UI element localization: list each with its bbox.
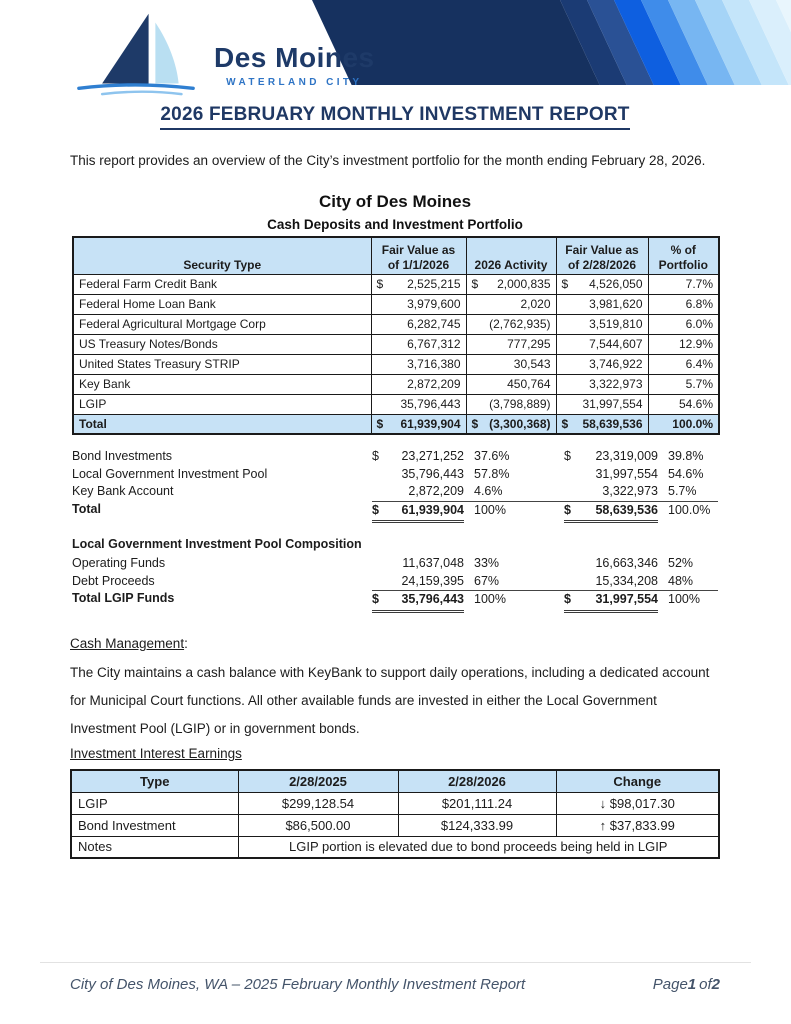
table-row [73, 354, 719, 374]
activity-cell: 450,764 [466, 374, 556, 394]
lgip-composition-heading: Local Government Investment Pool Composition [72, 537, 362, 551]
change-cell: ↓ $98,017.30 [556, 792, 719, 814]
type-cell: LGIP [71, 792, 238, 814]
table-row [73, 394, 719, 414]
brand-text [214, 16, 375, 88]
footer-page-number: Page1 of2 [652, 976, 720, 993]
brand-name: Des Moines [214, 42, 375, 73]
summary-label: Local Government Investment Pool [72, 466, 268, 481]
interest-earnings-heading: Investment Interest Earnings [70, 746, 242, 761]
lgip-pct: 48% [668, 573, 694, 588]
notes-label-cell: Notes [71, 836, 238, 858]
col-header-pct-portfolio: % of Portfolio [648, 237, 719, 274]
currency-sign: $ [376, 277, 384, 291]
currency-sign: $ [372, 449, 379, 463]
summary-amount: 23,271,252 [401, 449, 464, 463]
fair-value-2-cell: 3,322,973 [556, 374, 648, 394]
brand-logo [72, 6, 375, 98]
fair-value-1-cell: 3,716,380 [371, 354, 466, 374]
activity-cell: 777,295 [466, 334, 556, 354]
pct-cell: 7.7% [648, 274, 719, 294]
pct-cell: 100.0% [648, 414, 719, 434]
pct-cell: 6.0% [648, 314, 719, 334]
summary-total-amount: 58,639,536 [580, 501, 658, 524]
col-header-2026: 2/28/2026 [398, 770, 556, 792]
portfolio-subheading: Cash Deposits and Investment Portfolio [267, 217, 523, 232]
summary-amount: 23,319,009 [595, 449, 658, 463]
summary-amount: 35,796,443 [401, 466, 464, 481]
change-cell: ↑ $37,833.99 [556, 814, 719, 836]
value-2026-cell: $201,111.24 [398, 792, 556, 814]
pct-cell: 6.4% [648, 354, 719, 374]
security-type-cell: Total [73, 414, 371, 434]
pct-cell: 5.7% [648, 374, 719, 394]
fair-value-1-cell: 6,767,312 [371, 334, 466, 354]
table-row [71, 792, 719, 814]
currency-sign: $ [564, 449, 571, 463]
table-row [73, 334, 719, 354]
lgip-total-amount: 35,796,443 [388, 590, 464, 613]
col-header-activity: 2026 Activity [466, 237, 556, 274]
fair-value-1-cell: 3,979,600 [371, 294, 466, 314]
table-row [73, 294, 719, 314]
investment-summary-block: Bond Investments $ 23,271,252 37.6% $ 23,319,009 39.8% Local Government Investment Pool 35,796,443 57.8% 31,997,554 54.6% Key Bank Account 2,872,209 4.6% 3,322,973 5.7% Total $ 61,939,904 100% $ 58,639,536 100.0% [72, 448, 718, 523]
fair-value-1-cell: 35,796,443 [371, 394, 466, 414]
fair-value-2-cell: $ 4,526,050 [556, 274, 648, 294]
lgip-total-label: Total LGIP Funds [72, 591, 175, 605]
footer-report-title: City of Des Moines, WA – 2025 February Monthly Investment Report [70, 976, 526, 993]
fair-value-2-cell: 3,981,620 [556, 294, 648, 314]
summary-label: Key Bank Account [72, 484, 174, 498]
lgip-label: Debt Proceeds [72, 573, 155, 588]
summary-total-label: Total [72, 501, 101, 516]
portfolio-heading: City of Des Moines [318, 192, 472, 211]
intro-paragraph: This report provides an overview of the City’s investment portfolio for the month ending February 28, 2026. [70, 153, 706, 168]
lgip-total-amount: 31,997,554 [580, 590, 658, 613]
pct-cell: 54.6% [648, 394, 719, 414]
fair-value-1-cell: $ 61,939,904 [371, 414, 466, 434]
currency-sign: $ [471, 277, 479, 291]
header-banner [312, 0, 791, 85]
value-2025-cell: $86,500.00 [238, 814, 398, 836]
value-2026-cell: $124,333.99 [398, 814, 556, 836]
security-type-cell: US Treasury Notes/Bonds [73, 334, 371, 354]
cash-management-heading: Cash Management: [70, 636, 188, 651]
table-row [73, 274, 719, 294]
lgip-amount: 15,334,208 [595, 573, 658, 588]
pct-cell: 6.8% [648, 294, 719, 314]
notes-text-cell: LGIP portion is elevated due to bond proceeds being held in LGIP [238, 836, 719, 858]
summary-pct: 57.8% [474, 466, 510, 481]
type-cell: Bond Investment [71, 814, 238, 836]
fair-value-2-cell: 31,997,554 [556, 394, 648, 414]
report-title-wrap [70, 104, 720, 130]
security-type-cell: Key Bank [73, 374, 371, 394]
summary-total-amount: 61,939,904 [388, 501, 464, 524]
fair-value-2-cell: $ 58,639,536 [556, 414, 648, 434]
col-header-security-type: Security Type [73, 237, 371, 274]
summary-total-pct: 100% [464, 501, 520, 524]
lgip-label: Operating Funds [72, 556, 166, 570]
summary-pct: 39.8% [668, 449, 704, 463]
fair-value-1-cell: 6,282,745 [371, 314, 466, 334]
report-title: 2026 FEBRUARY MONTHLY INVESTMENT REPORT [160, 104, 629, 130]
col-header-2025: 2/28/2025 [238, 770, 398, 792]
summary-pct: 4.6% [474, 484, 503, 498]
fair-value-2-cell: 7,544,607 [556, 334, 648, 354]
security-type-cell: LGIP [73, 394, 371, 414]
summary-amount: 3,322,973 [602, 484, 658, 498]
summary-amount: 31,997,554 [595, 466, 658, 481]
lgip-pct: 67% [474, 573, 500, 588]
col-header-change: Change [556, 770, 719, 792]
security-type-cell: United States Treasury STRIP [73, 354, 371, 374]
currency-sign: $ [561, 277, 569, 291]
col-header-fair-value-1: Fair Value as of 1/1/2026 [371, 237, 466, 274]
summary-total-pct: 100.0% [658, 501, 718, 524]
interest-header-row [71, 770, 719, 792]
notes-row [71, 836, 719, 858]
summary-amount: 2,872,209 [408, 484, 464, 498]
lgip-total-pct: 100% [464, 590, 520, 613]
lgip-pct: 33% [474, 556, 500, 570]
brand-tagline: WATERLAND CITY [226, 77, 363, 88]
table-total-row [73, 414, 719, 434]
fair-value-1-cell: $ 2,525,215 [371, 274, 466, 294]
col-header-fair-value-2: Fair Value as of 2/28/2026 [556, 237, 648, 274]
pct-cell: 12.9% [648, 334, 719, 354]
col-header-type: Type [71, 770, 238, 792]
table-row [73, 374, 719, 394]
security-type-cell: Federal Home Loan Bank [73, 294, 371, 314]
fair-value-1-cell: 2,872,209 [371, 374, 466, 394]
lgip-pct: 52% [668, 556, 694, 570]
fair-value-2-cell: 3,746,922 [556, 354, 648, 374]
value-2025-cell: $299,128.54 [238, 792, 398, 814]
activity-cell: $ 2,000,835 [466, 274, 556, 294]
cash-management-paragraph: The City maintains a cash balance with KeyBank to support daily operations, including a dedicated account for Municipal Court functions. All other available funds are invested in either the Local Government Investment Pool (LGIP) or in government bonds. [70, 665, 710, 736]
security-type-cell: Federal Farm Credit Bank [73, 274, 371, 294]
page-footer [70, 976, 720, 993]
activity-cell: (2,762,935) [466, 314, 556, 334]
table-row [73, 314, 719, 334]
activity-cell: 2,020 [466, 294, 556, 314]
activity-cell: 30,543 [466, 354, 556, 374]
lgip-amount: 11,637,048 [402, 556, 464, 570]
portfolio-header-row [73, 237, 719, 274]
sailboat-icon [72, 6, 200, 98]
lgip-total-pct: 100% [658, 590, 718, 613]
portfolio-table [72, 236, 720, 435]
lgip-amount: 16,663,346 [595, 556, 658, 570]
interest-earnings-table [70, 769, 720, 859]
security-type-cell: Federal Agricultural Mortgage Corp [73, 314, 371, 334]
activity-cell: (3,798,889) [466, 394, 556, 414]
summary-label: Bond Investments [72, 449, 173, 463]
footer-divider [40, 962, 751, 963]
summary-pct: 5.7% [668, 484, 697, 498]
lgip-composition-block: Operating Funds 11,637,048 33% 16,663,346 52% Debt Proceeds 24,159,395 67% 15,334,208 48% Total LGIP Funds $ 35,796,443 100% $ 31,997,554 100% [72, 555, 718, 613]
fair-value-2-cell: 3,519,810 [556, 314, 648, 334]
activity-cell: $ (3,300,368) [466, 414, 556, 434]
summary-pct: 37.6% [474, 449, 510, 463]
table-row [71, 814, 719, 836]
lgip-amount: 24,159,395 [401, 573, 464, 588]
summary-pct: 54.6% [668, 466, 704, 481]
